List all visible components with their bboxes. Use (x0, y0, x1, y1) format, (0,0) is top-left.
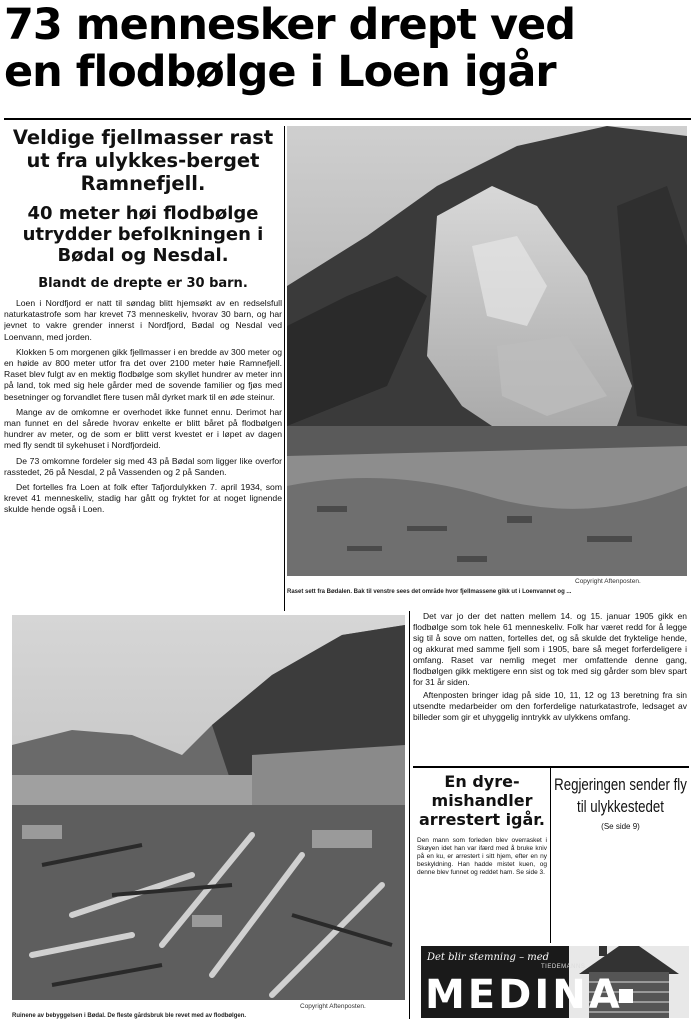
ruins-photo (12, 615, 405, 1000)
ad-maker: TIEDEMANNS (541, 964, 586, 970)
box-divider (413, 766, 689, 768)
column-divider (284, 126, 285, 611)
box-divider (550, 768, 551, 943)
box-arrest-title: En dyre-mishandler arrestert igår. (419, 772, 545, 829)
photo1-copyright: Copyright Aftenposten. (575, 578, 641, 585)
article-paragraph: Mange av de omkomne er overhodet ikke funnet ennu. Derimot har man funnet en del sårede hvorav enkelte er blitt båret på flodbølgen hundrer av meter, og de som er blitt verst kvestet er i løpet av dagen med fly sendt til sykehuset i Nordfjordeid. (4, 406, 282, 451)
subhead-landslide: Veldige fjellmasser rast ut fra ulykkes-berget Ramnefjell. (12, 126, 274, 195)
box-arrest-body: Den mann som forleden blev overrasket i Skøyen idet han var ifærd med å bruke kniv på en ku, er arrestert i sitt hjem, efter en ny beskyldning. Han hadde mistet kuen, og denne blev funnet og reddet ham. Se side 3. (417, 837, 547, 876)
ad-brand: MEDINA (425, 972, 623, 1018)
photo2-copyright: Copyright Aftenposten. (300, 1003, 366, 1010)
article-paragraph: Loen i Nordfjord er natt til søndag blitt hjemsøkt av en redselsfull naturkatastrofe som har krevet 73 menneskeliv, hvorav 30 barn, og har jevnet to vakre grender innerst i Nordfjord, Bødal og Nesdal ved Loenvann, med jorden. (4, 298, 282, 342)
medina-advertisement (421, 946, 689, 1018)
column-divider (409, 611, 410, 1019)
news-box-arrest (417, 772, 547, 942)
article-paragraph: De 73 omkomne fordeler sig med 43 på Bødal som ligger like overfor rasstedet, 26 på Nesdal, 2 på Vassenden og 2 på Sanden. (4, 455, 282, 477)
article-paragraph: Det var jo der det natten mellem 14. og 15. januar 1905 gikk en flodbølge som tok hele 61 menneskeliv. Folk har været redd for å legge sig til å sove om natten, fortelles det, og så skulde det fryktelige hende, og akkurat med samme fjell som i 1905, bare så meget forferdeligere i omfang. Raset var nemlig meget mer omfattende denne gang, flodbølgen gikk mektigere enn sist og tok med sig gårder som blev spart for 31 år siden. (413, 611, 687, 687)
box-government-see: (Se side 9) (601, 822, 640, 831)
headline-line-2: en flodbølge i Loen igår (4, 47, 556, 97)
article-paragraph: Klokken 5 om morgenen gikk fjellmasser i en bredde av 300 meter og en høide av 800 meter utfor fra det over 2100 meter høie Ramnefjell. Raset blev fulgt av en mektig flodbølge som skyllet hundrer av meter inn på land, tok med sig hele gårder med de sovende familier og fjøs med besetninger og forvandlet flere tusen mål dyrket mark til en øde steinur. (4, 346, 282, 402)
article-body (4, 298, 282, 516)
subhead-flood-wave: 40 meter høi flodbølge utrydder befolkningen i Bødal og Nesdal. (22, 203, 264, 266)
headline-line-1: 73 mennesker drept ved (4, 0, 575, 50)
headline (4, 2, 691, 96)
top-rule (4, 118, 691, 120)
photo1-caption: Raset sett fra Bødalen. Bak til venstre sees det område hvor fjellmassene gikk ut i Loenvannet og ... (287, 589, 572, 595)
box-government-title: Regjeringen sender fly til ulykkestedet (554, 775, 687, 816)
photo2-caption: Ruinene av bebyggelsen i Bødal. De fleste gårdsbruk ble revet med av flodbølgen. (12, 1013, 247, 1019)
landslide-photo (287, 126, 687, 576)
news-box-government (553, 774, 688, 831)
article-paragraph: Aftenposten bringer idag på side 10, 11, 12 og 13 beretning fra sin utsendte medarbeider om den forferdelige naturkatastrofe, ledsaget av billeder som gir et uhyggelig inntrykk av ulykkens omfang. (413, 690, 687, 722)
subhead-children: Blandt de drepte er 30 barn. (38, 276, 248, 291)
ad-slogan: Det blir stemning – med (427, 952, 550, 963)
article-paragraph: Det fortelles fra Loen at folk efter Tafjordulykken 7. april 1934, som krevet 41 menneskeliv, stadig har gått og fryktet for at noget lignende skulde hende også i Loen. (4, 482, 282, 515)
left-column (4, 126, 282, 611)
right-column-text (413, 611, 687, 725)
